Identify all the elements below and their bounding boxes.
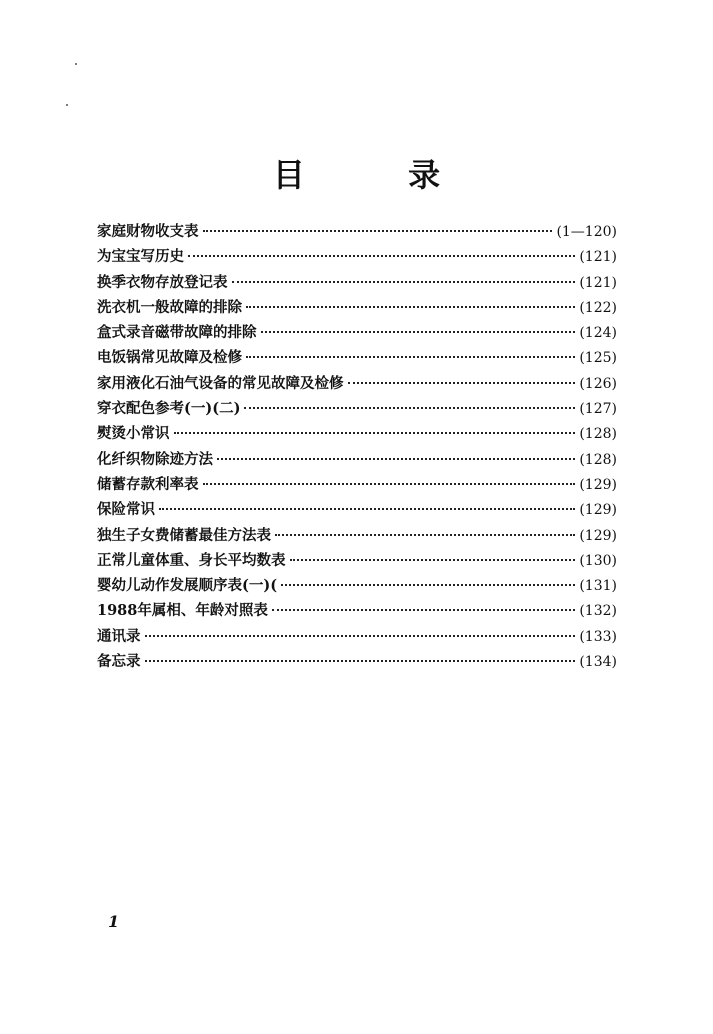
toc-entry[interactable] [97, 574, 617, 599]
toc-entry[interactable] [97, 271, 617, 296]
toc-entry-page: (132) [579, 603, 617, 620]
toc-dot-leader [272, 609, 575, 611]
toc-entry-page: (124) [579, 325, 617, 342]
toc-entry-title: 通讯录 [97, 627, 141, 645]
toc-entry-page: (125) [579, 350, 617, 367]
toc-entry-title: 保险常识 [97, 501, 155, 519]
table-of-contents [97, 220, 617, 675]
toc-dot-leader [203, 483, 576, 485]
toc-dot-leader [246, 306, 575, 308]
toc-entry-page: (122) [579, 299, 617, 316]
toc-entry-title: 储蓄存款利率表 [97, 475, 199, 493]
toc-entry-page: (134) [579, 654, 617, 671]
toc-dot-leader [281, 584, 575, 586]
toc-entry[interactable] [97, 422, 617, 447]
toc-dot-leader [275, 534, 575, 536]
toc-dot-leader [203, 230, 553, 232]
toc-dot-leader [174, 432, 576, 434]
toc-dot-leader [348, 382, 576, 384]
toc-entry-page: (129) [579, 502, 617, 519]
toc-entry-title: 盒式录音磁带故障的排除 [97, 324, 257, 342]
toc-entry-title: 化纤织物除迹方法 [97, 450, 213, 468]
toc-entry-title: 熨烫小常识 [97, 425, 170, 443]
toc-entry[interactable] [97, 549, 617, 574]
toc-dot-leader [188, 255, 575, 257]
toc-entry-page: (126) [579, 375, 617, 392]
page-title: 目 录 [272, 156, 487, 194]
toc-entry-title: 家庭财物收支表 [97, 223, 199, 240]
toc-entry-page: (121) [579, 274, 617, 291]
toc-entry[interactable] [97, 599, 617, 624]
toc-entry-title: 家用液化石油气设备的常见故障及检修 [97, 374, 344, 392]
scan-speck [75, 63, 77, 65]
toc-entry[interactable] [97, 397, 617, 422]
toc-dot-leader [145, 660, 576, 662]
toc-dot-leader [261, 331, 576, 333]
scan-speck [66, 104, 68, 106]
toc-entry[interactable] [97, 448, 617, 473]
toc-entry[interactable] [97, 296, 617, 321]
toc-entry-title: 穿衣配色参考(一)(二) [97, 400, 241, 418]
toc-entry[interactable] [97, 220, 617, 245]
toc-entry-title: 1988年属相、年龄对照表 [97, 602, 268, 620]
toc-dot-leader [145, 635, 576, 637]
toc-entry-page: (128) [579, 451, 617, 468]
toc-entry-title: 正常儿童体重、身长平均数表 [97, 551, 286, 569]
toc-entry-title: 备忘录 [97, 653, 141, 671]
toc-dot-leader [159, 508, 575, 510]
toc-entry[interactable] [97, 498, 617, 523]
toc-entry[interactable] [97, 650, 617, 675]
toc-entry[interactable] [97, 524, 617, 549]
toc-entry-page: (129) [579, 476, 617, 493]
toc-entry-title: 换季衣物存放登记表 [97, 273, 228, 291]
toc-entry-page: (121) [579, 249, 617, 266]
toc-entry-page: (128) [579, 426, 617, 443]
toc-entry-title: 独生子女费储蓄最佳方法表 [97, 526, 271, 544]
toc-dot-leader [290, 559, 576, 561]
toc-dot-leader [232, 281, 576, 283]
page-number: 1 [108, 912, 120, 931]
toc-entry-page: (127) [579, 401, 617, 418]
toc-entry-page: (131) [579, 578, 617, 595]
toc-dot-leader [246, 356, 575, 358]
toc-entry-page: (1—120) [556, 224, 617, 240]
toc-entry[interactable] [97, 625, 617, 650]
toc-entry[interactable] [97, 245, 617, 270]
toc-entry-title: 为宝宝写历史 [97, 248, 184, 266]
toc-dot-leader [217, 458, 575, 460]
toc-entry[interactable] [97, 473, 617, 498]
toc-dot-leader [244, 407, 575, 409]
toc-entry-title: 洗衣机一般故障的排除 [97, 298, 242, 316]
toc-entry-page: (129) [579, 527, 617, 544]
toc-entry[interactable] [97, 372, 617, 397]
toc-entry[interactable] [97, 346, 617, 371]
toc-entry-page: (130) [579, 552, 617, 569]
toc-entry-title: 电饭锅常见故障及检修 [97, 349, 242, 367]
toc-entry[interactable] [97, 321, 617, 346]
toc-entry-page: (133) [579, 628, 617, 645]
toc-entry-title: 婴幼儿动作发展顺序表(一)( [97, 577, 278, 595]
